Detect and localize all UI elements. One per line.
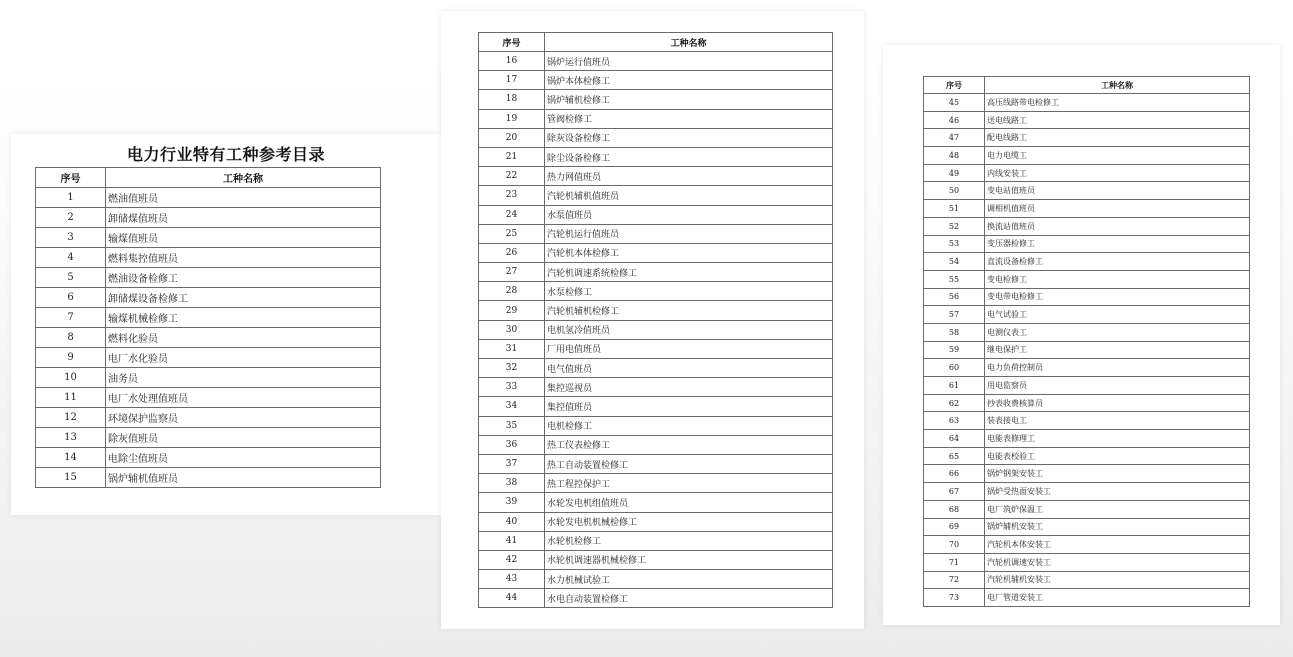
table-row [479, 128, 833, 147]
job-name: 电机检修工 [545, 416, 833, 435]
job-name: 电厂筑炉保温工 [985, 500, 1250, 518]
table-row [479, 320, 833, 339]
table-row [924, 518, 1250, 536]
row-number: 16 [479, 52, 545, 71]
row-number: 69 [924, 518, 985, 536]
job-name: 燃油设备检修工 [106, 268, 381, 288]
job-name: 电气值班员 [545, 359, 833, 378]
row-number: 4 [36, 248, 106, 268]
table-row [924, 235, 1250, 253]
table-row [924, 341, 1250, 359]
job-name: 汽轮机调速安装工 [985, 553, 1250, 571]
table-row [479, 243, 833, 262]
row-number: 45 [924, 94, 985, 112]
table-row [924, 483, 1250, 501]
job-name: 水轮机检修工 [545, 531, 833, 550]
header-number: 序号 [36, 168, 106, 188]
job-name: 装表接电工 [985, 412, 1250, 430]
job-name: 油务员 [106, 368, 381, 388]
job-name: 内线安装工 [985, 164, 1250, 182]
job-name: 电机氢冷值班员 [545, 320, 833, 339]
table-row [479, 282, 833, 301]
row-number: 65 [924, 447, 985, 465]
row-number: 37 [479, 454, 545, 473]
document-page-1 [11, 134, 441, 515]
row-number: 42 [479, 550, 545, 569]
table-row [479, 550, 833, 569]
job-name: 电厂管道安装工 [985, 589, 1250, 607]
table-row [36, 288, 381, 308]
job-name: 环境保护监察员 [106, 408, 381, 428]
header-name: 工种名称 [545, 33, 833, 52]
job-name: 除尘设备检修工 [545, 147, 833, 166]
row-number: 71 [924, 553, 985, 571]
table-row [479, 147, 833, 166]
header-number: 序号 [924, 77, 985, 94]
table-row [36, 388, 381, 408]
row-number: 19 [479, 109, 545, 128]
row-number: 7 [36, 308, 106, 328]
job-name: 输煤值班员 [106, 228, 381, 248]
job-name: 厂用电值班员 [545, 339, 833, 358]
row-number: 48 [924, 147, 985, 165]
row-number: 51 [924, 200, 985, 218]
row-number: 34 [479, 397, 545, 416]
table-row [36, 328, 381, 348]
table-row [479, 454, 833, 473]
table-row [924, 447, 1250, 465]
job-table-3 [923, 76, 1250, 607]
table-row [479, 416, 833, 435]
job-name: 锅炉钢架安装工 [985, 465, 1250, 483]
job-name: 热工仪表检修工 [545, 435, 833, 454]
row-number: 27 [479, 263, 545, 282]
row-number: 38 [479, 474, 545, 493]
row-number: 33 [479, 378, 545, 397]
row-number: 41 [479, 531, 545, 550]
job-name: 汽轮机调速系统检修工 [545, 263, 833, 282]
row-number: 40 [479, 512, 545, 531]
table-row [924, 253, 1250, 271]
row-number: 35 [479, 416, 545, 435]
row-number: 21 [479, 147, 545, 166]
table-row [36, 248, 381, 268]
job-name: 电力负荷控制员 [985, 359, 1250, 377]
job-name: 锅炉辅机值班员 [106, 468, 381, 488]
row-number: 60 [924, 359, 985, 377]
job-name: 燃料集控值班员 [106, 248, 381, 268]
job-name: 燃油值班员 [106, 188, 381, 208]
table-row [36, 368, 381, 388]
row-number: 25 [479, 224, 545, 243]
table-row [924, 323, 1250, 341]
table-row [924, 394, 1250, 412]
table-row [479, 339, 833, 358]
job-name: 水轮机调速器机械检修工 [545, 550, 833, 569]
row-number: 46 [924, 111, 985, 129]
row-number: 57 [924, 306, 985, 324]
table-row [479, 359, 833, 378]
job-name: 用电监察员 [985, 377, 1250, 395]
row-number: 44 [479, 589, 545, 608]
table-row [479, 90, 833, 109]
row-number: 47 [924, 129, 985, 147]
table-row [479, 224, 833, 243]
job-name: 水泵检修工 [545, 282, 833, 301]
table-row [924, 536, 1250, 554]
table-row [924, 164, 1250, 182]
table-row [36, 308, 381, 328]
row-number: 10 [36, 368, 106, 388]
job-name: 换流站值班员 [985, 217, 1250, 235]
row-number: 59 [924, 341, 985, 359]
row-number: 56 [924, 288, 985, 306]
table-row [479, 493, 833, 512]
row-number: 5 [36, 268, 106, 288]
job-name: 汽轮机辅机值班员 [545, 186, 833, 205]
job-name: 锅炉辅机安装工 [985, 518, 1250, 536]
row-number: 63 [924, 412, 985, 430]
job-name: 锅炉辅机检修工 [545, 90, 833, 109]
table-header-row [479, 33, 833, 52]
job-name: 水力机械试验工 [545, 570, 833, 589]
job-name: 变电站值班员 [985, 182, 1250, 200]
row-number: 12 [36, 408, 106, 428]
header-name: 工种名称 [106, 168, 381, 188]
job-name: 抄表收费核算员 [985, 394, 1250, 412]
document-page-3 [883, 45, 1280, 625]
job-name: 直流设备检修工 [985, 253, 1250, 271]
row-number: 3 [36, 228, 106, 248]
row-number: 62 [924, 394, 985, 412]
job-name: 汽轮机辅机检修工 [545, 301, 833, 320]
row-number: 18 [479, 90, 545, 109]
row-number: 1 [36, 188, 106, 208]
row-number: 43 [479, 570, 545, 589]
job-name: 汽轮机运行值班员 [545, 224, 833, 243]
job-name: 汽轮机辅机安装工 [985, 571, 1250, 589]
row-number: 64 [924, 430, 985, 448]
table-row [36, 428, 381, 448]
table-row [924, 377, 1250, 395]
job-name: 电厂水化验员 [106, 348, 381, 368]
row-number: 14 [36, 448, 106, 468]
table-row [924, 589, 1250, 607]
row-number: 8 [36, 328, 106, 348]
table-row [479, 474, 833, 493]
table-row [924, 200, 1250, 218]
row-number: 24 [479, 205, 545, 224]
table-row [479, 397, 833, 416]
job-name: 水电自动装置检修工 [545, 589, 833, 608]
job-name: 热工程控保护工 [545, 474, 833, 493]
job-table-2 [478, 32, 833, 608]
table-row [36, 348, 381, 368]
row-number: 13 [36, 428, 106, 448]
table-row [924, 129, 1250, 147]
row-number: 17 [479, 71, 545, 90]
row-number: 20 [479, 128, 545, 147]
table-row [479, 378, 833, 397]
job-table-1 [35, 167, 381, 488]
job-name: 电除尘值班员 [106, 448, 381, 468]
job-name: 电力电缆工 [985, 147, 1250, 165]
table-row [924, 288, 1250, 306]
table-header-row [36, 168, 381, 188]
job-name: 汽轮机本体检修工 [545, 243, 833, 262]
row-number: 9 [36, 348, 106, 368]
job-name: 送电线路工 [985, 111, 1250, 129]
table-row [479, 589, 833, 608]
job-name: 管阀检修工 [545, 109, 833, 128]
table-row [924, 412, 1250, 430]
job-name: 变电检修工 [985, 270, 1250, 288]
job-name: 热力网值班员 [545, 167, 833, 186]
job-name: 集控值班员 [545, 397, 833, 416]
table-row [924, 94, 1250, 112]
row-number: 22 [479, 167, 545, 186]
job-name: 电能表校验工 [985, 447, 1250, 465]
table-row [924, 217, 1250, 235]
job-name: 配电线路工 [985, 129, 1250, 147]
row-number: 15 [36, 468, 106, 488]
row-number: 55 [924, 270, 985, 288]
row-number: 6 [36, 288, 106, 308]
document-title: 电力行业特有工种参考目录 [126, 145, 325, 164]
row-number: 30 [479, 320, 545, 339]
table-row [924, 147, 1250, 165]
row-number: 49 [924, 164, 985, 182]
job-name: 输煤机械检修工 [106, 308, 381, 328]
row-number: 67 [924, 483, 985, 501]
table-row [924, 465, 1250, 483]
job-name: 电能表修理工 [985, 430, 1250, 448]
row-number: 58 [924, 323, 985, 341]
table-row [924, 270, 1250, 288]
table-row [479, 435, 833, 454]
row-number: 73 [924, 589, 985, 607]
header-name: 工种名称 [985, 77, 1250, 94]
row-number: 52 [924, 217, 985, 235]
document-page-2 [441, 11, 864, 629]
table-row [479, 263, 833, 282]
job-name: 电厂水处理值班员 [106, 388, 381, 408]
table-header-row [924, 77, 1250, 94]
job-name: 变电带电检修工 [985, 288, 1250, 306]
row-number: 36 [479, 435, 545, 454]
row-number: 50 [924, 182, 985, 200]
table-row [479, 186, 833, 205]
table-row [479, 531, 833, 550]
header-number: 序号 [479, 33, 545, 52]
job-name: 变压器检修工 [985, 235, 1250, 253]
row-number: 70 [924, 536, 985, 554]
table-row [479, 301, 833, 320]
job-name: 除灰值班员 [106, 428, 381, 448]
job-name: 汽轮机本体安装工 [985, 536, 1250, 554]
table-row [924, 571, 1250, 589]
job-name: 集控巡视员 [545, 378, 833, 397]
row-number: 66 [924, 465, 985, 483]
table-row [36, 448, 381, 468]
job-name: 卸储煤值班员 [106, 208, 381, 228]
job-name: 调相机值班员 [985, 200, 1250, 218]
row-number: 28 [479, 282, 545, 301]
job-name: 电测仪表工 [985, 323, 1250, 341]
table-row [479, 71, 833, 90]
row-number: 39 [479, 493, 545, 512]
table-row [924, 111, 1250, 129]
table-row [36, 468, 381, 488]
table-row [36, 408, 381, 428]
job-name: 继电保护工 [985, 341, 1250, 359]
table-row [479, 205, 833, 224]
row-number: 61 [924, 377, 985, 395]
job-name: 高压线路带电检修工 [985, 94, 1250, 112]
job-name: 燃料化验员 [106, 328, 381, 348]
job-name: 水轮发电机机械检修工 [545, 512, 833, 531]
table-row [924, 430, 1250, 448]
table-row [36, 268, 381, 288]
job-name: 电气试验工 [985, 306, 1250, 324]
job-name: 卸储煤设备检修工 [106, 288, 381, 308]
table-row [479, 167, 833, 186]
job-name: 水轮发电机组值班员 [545, 493, 833, 512]
table-row [924, 359, 1250, 377]
table-row [479, 512, 833, 531]
row-number: 54 [924, 253, 985, 271]
row-number: 26 [479, 243, 545, 262]
job-name: 热工自动装置检修工 [545, 454, 833, 473]
table-row [479, 52, 833, 71]
table-row [36, 228, 381, 248]
row-number: 72 [924, 571, 985, 589]
table-row [479, 109, 833, 128]
row-number: 68 [924, 500, 985, 518]
row-number: 2 [36, 208, 106, 228]
table-row [924, 306, 1250, 324]
row-number: 31 [479, 339, 545, 358]
job-name: 锅炉受热面安装工 [985, 483, 1250, 501]
table-row [924, 182, 1250, 200]
table-row [924, 500, 1250, 518]
table-row [479, 570, 833, 589]
table-row [36, 208, 381, 228]
job-name: 水泵值班员 [545, 205, 833, 224]
job-name: 除灰设备检修工 [545, 128, 833, 147]
job-name: 锅炉本体检修工 [545, 71, 833, 90]
row-number: 23 [479, 186, 545, 205]
table-row [924, 553, 1250, 571]
row-number: 32 [479, 359, 545, 378]
job-name: 锅炉运行值班员 [545, 52, 833, 71]
row-number: 29 [479, 301, 545, 320]
table-row [36, 188, 381, 208]
row-number: 53 [924, 235, 985, 253]
row-number: 11 [36, 388, 106, 408]
